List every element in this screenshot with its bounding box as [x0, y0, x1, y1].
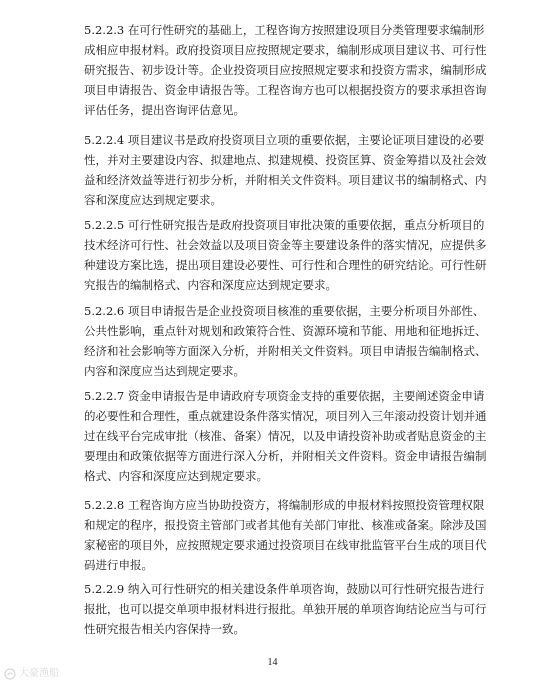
text-line: 过在线平台完成审批（核准、备案）情况，以及申请投资补助或者贴息资金的主 [84, 429, 487, 443]
clause-5-2-2-9 [84, 579, 487, 639]
clause-5-2-2-3 [84, 20, 487, 120]
text-line: 格式、内容和深度应达到规定要求。 [84, 469, 268, 483]
text-line: 成相应申报材料。政府投资项目应按照规定要求，编制形成项目建议书、可行性 [84, 43, 487, 57]
clause-5-2-2-8 [84, 495, 487, 575]
clause-5-2-2-7 [84, 386, 487, 486]
circle-logo-icon [4, 668, 16, 680]
text-line: 技术经济可行性、社会效益以及项目资金等主要建设条件的落实情况，应提供多 [84, 238, 487, 252]
clause-5-2-2-6 [84, 301, 487, 381]
text-line: 家秘密的项目外，应按照规定要求通过投资项目在线审批监管平台生成的项目代 [84, 538, 487, 552]
clause-5-2-2-4 [84, 130, 487, 210]
text-line: 经济和社会影响等方面深入分析，并附相关文件资料。项目申请报告编制格式、 [84, 344, 487, 358]
text-line: 码进行申报。 [84, 558, 153, 572]
text-line: 5.2.2.3 在可行性研究的基础上，工程咨询方按照建设项目分类管理要求编制形 [84, 23, 485, 37]
text-line: 报批，也可以提交单项申报材料进行报批。单独开展的单项咨询结论应当与可行 [84, 602, 487, 616]
text-line: 研究报告、初步设计等。企业投资项目应按照规定要求和投资方需求，编制形成 [84, 63, 487, 77]
text-line: 项目申请报告、资金申请报告等。工程咨询方也可以根据投资方的要求承担咨询 [84, 83, 487, 97]
text-line: 内容和深度应当达到规定要求。 [84, 364, 245, 378]
text-line: 种建设方案比选，提出项目建设必要性、可行性和合理性的研究结论。可行性研 [84, 258, 487, 272]
text-line: 容和深度应达到规定要求。 [84, 193, 222, 207]
text-line: 益和经济效益等进行初步分析，并附相关文件资料。项目建议书的编制格式、内 [84, 173, 487, 187]
watermark [4, 667, 59, 681]
text-line: 评估任务，提出咨询评估意见。 [84, 103, 245, 117]
text-line: 5.2.2.7 资金申请报告是申请政府专项资金支持的重要依据，主要阐述资金申请 [84, 389, 485, 403]
text-line: 要理由和政策依据等方面进行深入分析，并附相关文件资料。资金申请报告编制 [84, 449, 487, 463]
text-line: 性，并对主要建设内容、拟建地点、拟建规模、投资匡算、资金筹措以及社会效 [84, 153, 487, 167]
watermark-text: 大豪渔船 [19, 668, 59, 679]
page-number: 14 [267, 657, 278, 668]
text-line: 公共性影响，重点针对规划和政策符合性、资源环境和节能、用地和征地拆迁、 [84, 324, 487, 338]
text-line: 5.2.2.9 纳入可行性研究的相关建设条件单项咨询，鼓励以可行性研究报告进行 [84, 582, 485, 596]
text-line: 5.2.2.5 可行性研究报告是政府投资项目审批决策的重要依据，重点分析项目的 [84, 218, 485, 232]
text-line: 5.2.2.4 项目建议书是政府投资项目立项的重要依据，主要论证项目建设的必要 [84, 133, 485, 147]
text-line: 和规定的程序，报投资主管部门或者其他有关部门审批、核准或备案。除涉及国 [84, 518, 487, 532]
text-line: 究报告的编制格式、内容和深度应达到规定要求。 [84, 278, 337, 292]
text-line: 5.2.2.8 工程咨询方应当协助投资方，将编制形成的申报材料按照投资管理权限 [84, 498, 485, 512]
text-line: 性研究报告相关内容保持一致。 [84, 622, 245, 636]
text-line: 5.2.2.6 项目申请报告是企业投资项目核准的重要依据，主要分析项目外部性、 [84, 304, 485, 318]
clause-5-2-2-5 [84, 215, 487, 295]
text-line: 的必要性和合理性，重点就建设条件落实情况，项目列入三年滚动投资计划并通 [84, 409, 487, 423]
